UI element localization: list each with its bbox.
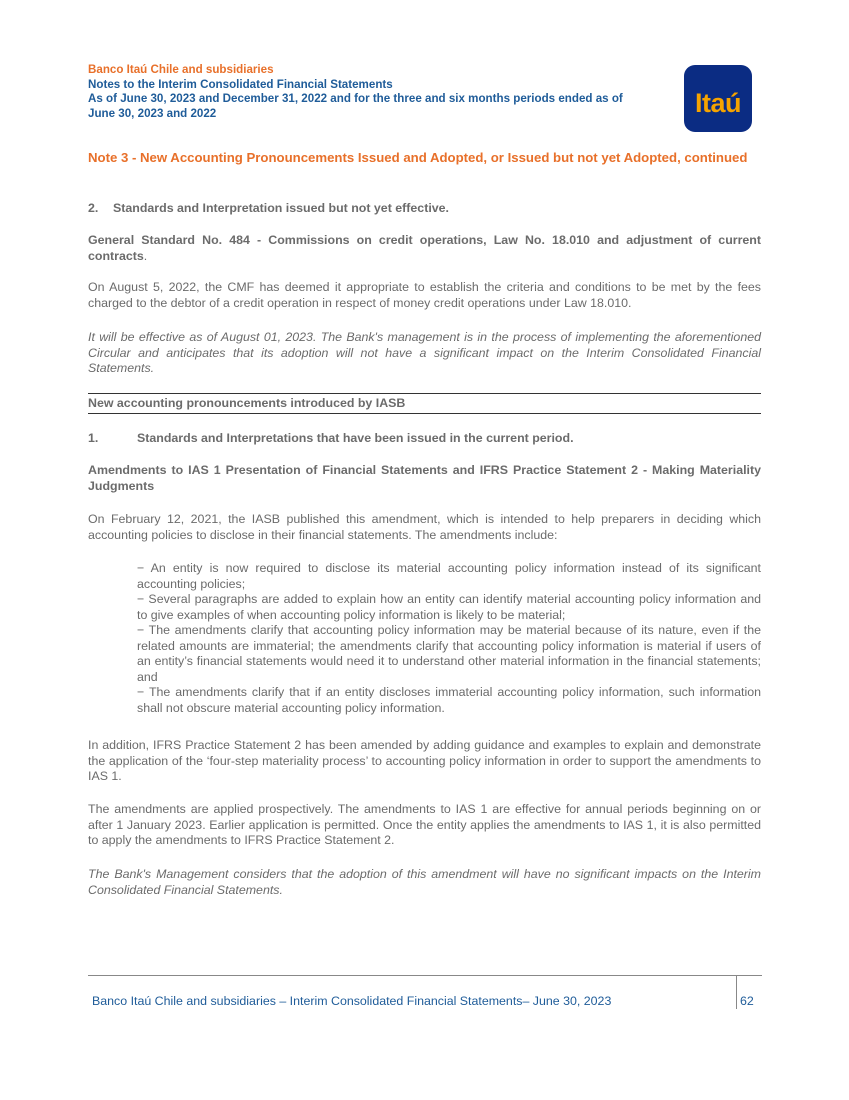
iasb-heading	[88, 431, 761, 447]
iasb-para1: On February 12, 2021, the IASB published this amendment, which is intended to help preparers in deciding which accounting policies to disclose in their financial statements. The amendments include:	[88, 512, 761, 542]
iasb-para4: The Bank's Management considers that the adoption of this amendment will have no significant impacts on the Interim Consolidated Financial Statements.	[88, 867, 761, 897]
iasb-title: Standards and Interpretations that have been issued in the current period.	[137, 431, 574, 445]
header-period-line2: June 30, 2023 and 2022	[88, 106, 217, 120]
section2-subtitle-block	[88, 233, 761, 264]
iasb-para2: In addition, IFRS Practice Statement 2 has been amended by adding guidance and examples to explain and demonstrate the application of the ‘four-step materiality process’ to accounting policy information in order to support the amendments to IAS 1.	[88, 738, 761, 783]
list-item: − The amendments clarify that if an entity discloses immaterial accounting policy information, such information shall not obscure material accounting policy information.	[137, 685, 761, 715]
section2-para2: It will be effective as of August 01, 2023. The Bank's management is in the process of implementing the aforementioned Circular and anticipates that its adoption will not have a significant impact on the Interim Consolidated Financial Statements.	[88, 330, 761, 375]
page-number: 62	[740, 994, 754, 1008]
iasb-section-head: New accounting pronouncements introduced by IASB	[88, 393, 761, 414]
section2-heading	[88, 201, 761, 217]
footer-text: Banco Itaú Chile and subsidiaries – Interim Consolidated Financial Statements– June 30, 2023	[92, 994, 612, 1008]
itau-logo	[684, 65, 752, 132]
section2-para1: On August 5, 2022, the CMF has deemed it appropriate to establish the criteria and conditions to be met by the fees charged to the debtor of a credit operation in respect of money credit operations under Law 18.010.	[88, 280, 761, 310]
section2-subtitle-end: .	[143, 248, 148, 263]
logo-text: Itaú	[694, 88, 741, 118]
iasb-number: 1.	[88, 431, 99, 445]
section2-title: Standards and Interpretation issued but not yet effective.	[113, 201, 449, 215]
header-period-line1: As of June 30, 2023 and December 31, 2022 and for the three and six months periods ended as of	[88, 92, 623, 105]
page-header	[88, 63, 678, 121]
note-title: Note 3 - New Accounting Pronouncements Issued and Adopted, or Issued but not yet Adopted, continued	[88, 150, 748, 165]
iasb-para3: The amendments are applied prospectively. The amendments to IAS 1 are effective for annual periods beginning on or after 1 January 2023. Earlier application is permitted. Once the entity applies the amendments to IAS 1, it is also permitted to apply the amendments to IFRS Practice Statement 2.	[88, 802, 761, 847]
footer-separator	[736, 975, 737, 1009]
list-item: − Several paragraphs are added to explain how an entity can identify material accounting policy information and to give examples of when accounting policy information is likely to be material;	[137, 592, 761, 622]
iasb-subtitle: Amendments to IAS 1 Presentation of Financial Statements and IFRS Practice Statement 2 - Making Materiality Judgments	[88, 463, 761, 493]
list-item: − The amendments clarify that accounting policy information may be material because of its nature, even if the related amounts are immaterial; the amendments clarify that accounting policy information is material if users of an entity’s financial statements would need it to understand other material information in the financial statements; and	[137, 623, 761, 684]
amendments-list	[137, 561, 761, 716]
header-doc-title: Notes to the Interim Consolidated Financial Statements	[88, 77, 393, 91]
header-company: Banco Itaú Chile and subsidiaries	[88, 63, 274, 76]
list-item: − An entity is now required to disclose its material accounting policy information instead of its significant accounting policies;	[137, 561, 761, 591]
footer-divider	[88, 975, 762, 976]
section2-number: 2.	[88, 201, 99, 215]
section2-subtitle: General Standard No. 484 - Commissions on credit operations, Law No. 18.010 and adjustment of current contracts	[88, 233, 761, 263]
